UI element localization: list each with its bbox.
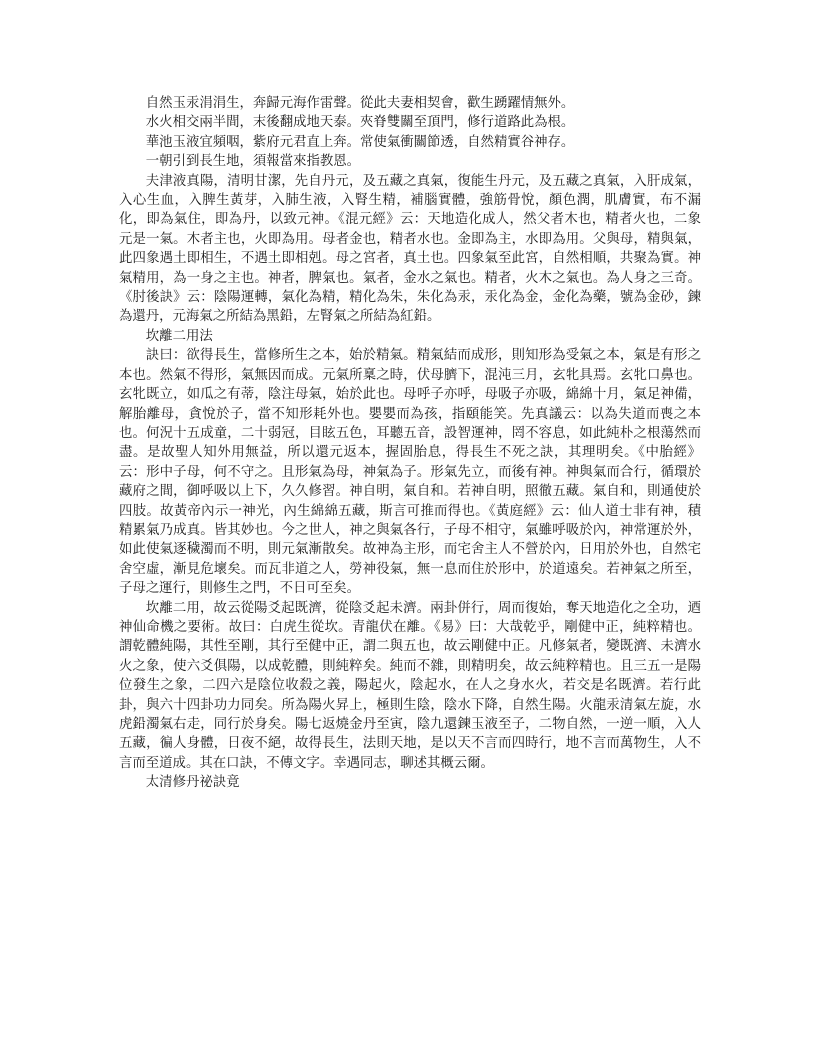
document-page [119, 94, 701, 793]
section-heading: 坎離二用法 [145, 328, 213, 344]
verse-line-2: 水火相交兩半間，末後翻成地天泰。夾脊雙關至頂門，修行道路此為根。 [145, 115, 575, 131]
paragraph-jue: 訣曰：欲得長生，當修所生之本，始於精氣。精氣結而成形，則知形為受氣之本，氣是有形之本也。然氣不得形，氣無因而成。元氣所稟之時，伏母臍下，混沌三月，玄牝具焉。玄牝口鼻也。玄牝既立，如瓜之有蒂，陰注母氣，始於此也。母呼子亦呼，母吸子亦吸，綿綿十月，氣足神備，解胎離母，貪悅於子，當不知形耗外也。嬰嬰而為孩，指頤能笑。先真議云：以為失道而喪之本也。何況十五成童，二十弱冠，目眩五色，耳聽五音，設智運神，罔不容息，如此純朴之根蕩然而盡。是故聖人知外用無益，所以還元返本，握固胎息，得長生不死之訣，其理明矣。《中胎經》云：形中子母，何不守之。且形氣為母，神氣為子。形氣先立，而後有神。神與氣而合行，循環於藏府之間，御呼吸以上下，久久修習。神自明，氣自和。若神自明，照徹五藏。氣自和，則通使於四肢。故黃帝內示一神光，內生綿綿五藏，斯言可推而得也。《黃庭經》云：仙人道士非有神，積精累氣乃成真。皆其妙也。今之世人，神之與氣各行，子母不相守，氣雖呼吸於內，神常運於外，如此使氣逐穢濁而不明，則元氣漸散矣。故神為主形，而宅舍主人不營於內，日用於外也，自然宅舍空虛，漸見危壞矣。而瓦非道之人，勞神役氣，無一息而住於形中，於道遠矣。若神氣之所至，子母之運行，則修生之門，不日可至矣。 [119, 348, 701, 597]
paragraph-kanli: 坎離二用，故云從陽爻起既濟，從陰爻起未濟。兩卦併行，周而復始，奪天地造化之全功，迺神仙命機之要術。故曰：白虎生從坎。青龍伏在離。《易》曰：大哉乾乎，剛健中正，純粹精也。謂乾體純陽，其性至剛，其行至健中正，謂二與五也，故云剛健中正。凡修氣者，變既濟、未濟水火之象，使六爻俱陽，以成乾體，則純粹矣。純而不雜，則精明矣，故云純粹精也。且三五一是陽位發生之象，二四六是陰位收殺之義，陽起火，陰起水，在人之身水火，若交是名既濟。若行此卦，與六十四卦功力同矣。所為陽火昇上，極則生陰，陰水下降，自然生陽。火龍汞清氣左旋，水虎鉛濁氣右走，同行於身矣。陽七返燒金丹至寅，陰九還鍊玉液至子，二物自然，一逆一順，入人五藏，徧人身體，日夜不絕，故得長生，法則天地，是以天不言而四時行，地不言而萬物生，人不言而至道成。其在口訣，不傳文字。幸遇同志，聊述其概云爾。 [119, 600, 701, 771]
paragraph-jinye: 夫津液真陽，清明甘潔，先自丹元，及五藏之真氣，復能生丹元，及五藏之真氣，入肝成氣，入心生血，入脾生黃芽，入肺生液，入腎生精，補腦實體，強筋骨悅，顏色潤，肌膚實，布不漏化，即為氣住，即為丹，以致元神。《混元經》云：天地造化成人，然父者木也，精者火也，二象元是一氣。木者主也，火即為用。母者金也，精者水也。金即為主，水即為用。父與母，精與氣，此四象遇土即相生，不遇土即相剋。母之宮者，真土也。四象氣至此宮，自然相順，共聚為實。神氣精用，為一身之主也。神者，脾氣也。氣者，金水之氣也。精者，火木之氣也。為人身之三奇。《肘後訣》云：陰陽運轉，氣化為精，精化為朱，朱化為汞，汞化為金，金化為藥，號為金砂，鍊為還丹，元海氣之所結為黑鉛，左腎氣之所結為紅鉛。 [119, 173, 701, 325]
ending-line: 太清修丹祕訣竟 [145, 775, 240, 791]
verse-line-1: 自然玉汞涓涓生，奔歸元海作雷聲。從此夫妻相契會，歡生踴躍情無外。 [145, 96, 575, 111]
verse-line-3: 華池玉液宜頻咽，紫府元君直上奔。常使氣衝關節透，自然精實谷神存。 [145, 134, 575, 150]
verse-line-4: 一朝引到長生地，須報當來指教恩。 [145, 154, 361, 170]
